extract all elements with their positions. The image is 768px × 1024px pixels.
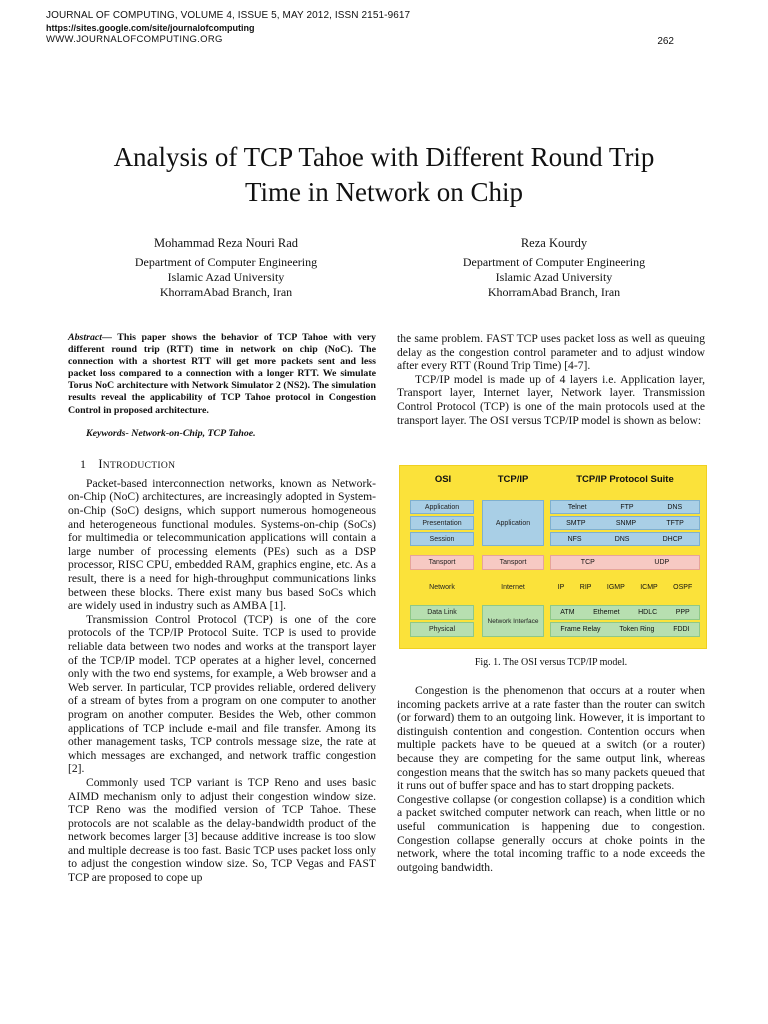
section-heading bbox=[80, 458, 376, 473]
protocol-label: FDDI bbox=[673, 626, 690, 633]
paper-title bbox=[40, 140, 728, 210]
paragraph: Congestive collapse (or congestion collapse) is a condition which a packet switched computer network can reach, when little or no useful communication is happening due to congestion. Congestion collapse generally occurs at choke points in the network, where the total incoming traffic to a node exceeds the outgoing bandwidth. bbox=[397, 792, 705, 874]
title-line-2: Time in Network on Chip bbox=[244, 177, 523, 207]
protocol-label: TFTP bbox=[666, 519, 684, 527]
abstract-text: — This paper shows the behavior of TCP Tahoe with very different round trip (RTT) time in network on chip (NoC). The connection with a shortest RTT will get more packets sent and less packet loss compared to a connection with a longer RTT. We simulate Torus NoC architecture with Network Simulator 2 (NS2). The simulation results reveal the applicability of TCP Tahoe protocol in Congestion Control in proposed architecture. bbox=[68, 332, 376, 416]
protocol-label: FTP bbox=[620, 503, 634, 511]
abstract-label: Abstract bbox=[68, 332, 103, 343]
protocol-label: HDLC bbox=[638, 609, 658, 616]
protocol-label: Frame Relay bbox=[560, 626, 601, 633]
abstract bbox=[68, 332, 376, 417]
osi-layer: Network bbox=[429, 584, 455, 591]
author-block-2 bbox=[424, 236, 684, 300]
protocol-label: ATM bbox=[560, 609, 575, 616]
paragraph: Commonly used TCP variant is TCP Reno and uses basic AIMD mechanism only to adjust their congestion window size. TCP Reno was the modified version of TCP Tahoe. These protocols are not scalable as the delay-bandwidth product of the network becomes larger [3] because additive increase is too slow and multiple decrease is too fast. Basic TCP uses packet loss only to adjust the congestion window size. So, TCP Vegas and FAST TCP are proposed to cope up bbox=[68, 775, 376, 885]
journal-line: JOURNAL OF COMPUTING, VOLUME 4, ISSUE 5, MAY 2012, ISSN 2151-9617 bbox=[46, 10, 411, 21]
author-dept: Department of Computer Engineering bbox=[134, 255, 318, 269]
suite-transport-row bbox=[550, 555, 700, 570]
protocol-label: NFS bbox=[567, 535, 582, 543]
right-column-bottom bbox=[397, 684, 705, 874]
protocol-label: UDP bbox=[654, 559, 670, 566]
keywords: Keywords- Network-on-Chip, TCP Tahoe. bbox=[86, 427, 256, 439]
suite-app-row bbox=[550, 532, 700, 546]
osi-layer: Physical bbox=[410, 622, 474, 637]
paragraph: Transmission Control Protocol (TCP) is one of the core protocols of the TCP/IP Protocol Suite. TCP is used to provide reliable data between two nodes and works at the transport layer of the TCP/IP model. TCP operates at a higher level, concerned only with the two end systems, for example, a Web browser and a Web server. In particular, TCP provides reliable, ordered delivery of a stream of bytes from a program on one computer to another program on another computer. Besides the Web, other common applications of TCP include e-mail and file transfer. Among its other management tasks, TCP controls message size, the rate at which messages are exchanged, and network traffic congestion [2]. bbox=[68, 612, 376, 776]
protocol-label: RIP bbox=[579, 584, 592, 591]
figure-header-osi: OSI bbox=[434, 473, 452, 485]
author-univ: Islamic Azad University bbox=[495, 270, 613, 284]
protocol-label: TCP bbox=[580, 559, 595, 566]
osi-layer: Presentation bbox=[410, 516, 474, 530]
suite-app-row bbox=[550, 516, 700, 530]
tcpip-layer: Application bbox=[482, 500, 544, 546]
suite-app-row bbox=[550, 500, 700, 514]
figure-header-suite: TCP/IP Protocol Suite bbox=[576, 473, 674, 485]
section-title-rest: NTRODUCTION bbox=[102, 460, 176, 472]
osi-layer: Application bbox=[410, 500, 474, 514]
protocol-label: DNS bbox=[614, 535, 630, 543]
osi-tcpip-figure bbox=[399, 465, 707, 649]
protocol-label: Token Ring bbox=[619, 626, 655, 633]
author-block-1 bbox=[96, 236, 356, 300]
author-branch: KhorramAbad Branch, Iran bbox=[487, 285, 621, 299]
protocol-label: Telnet bbox=[567, 503, 587, 511]
journal-url[interactable]: https://sites.google.com/site/journalofcomputing bbox=[46, 23, 255, 33]
osi-layer: Session bbox=[410, 532, 474, 546]
suite-link-row bbox=[550, 622, 700, 637]
protocol-label: DNS bbox=[667, 503, 683, 511]
section-number: 1 bbox=[80, 457, 87, 472]
tcpip-layer: Internet bbox=[501, 584, 525, 591]
figure-caption: Fig. 1. The OSI versus TCP/IP model. bbox=[474, 657, 628, 668]
paragraph: TCP/IP model is made up of 4 layers i.e. Application layer, Transport layer, Internet layer, Network layer. Transmission Control Protocol (TCP) is one of the main protocols used at the transport layer. The OSI versus TCP/IP model is shown as below: bbox=[397, 372, 705, 427]
paragraph: Congestion is the phenomenon that occurs at a router when incoming packets arrive at a rate faster than the router can switch (or forward) them to an outgoing link. However, it is important to distinguish contention and congestion. Contention occurs when multiple packets have to be queued at a switch (or a router) because they are competing for the same output link, whereas congestion means that the switch has so many packets queued that it runs out of buffer space and has to start dropping packets. bbox=[397, 684, 705, 793]
figure-header-tcpip: TCP/IP bbox=[497, 473, 529, 485]
protocol-label: DHCP bbox=[662, 535, 683, 543]
author-name: Reza Kourdy bbox=[520, 236, 588, 250]
protocol-label: IP bbox=[557, 584, 565, 591]
title-line-1: Analysis of TCP Tahoe with Different Round Trip bbox=[113, 142, 655, 172]
protocol-label: SNMP bbox=[615, 519, 637, 527]
author-branch: KhorramAbad Branch, Iran bbox=[159, 285, 293, 299]
suite-link-row bbox=[550, 605, 700, 620]
section-title-initial: I bbox=[98, 457, 103, 472]
journal-website[interactable]: WWW.JOURNALOFCOMPUTING.ORG bbox=[46, 34, 223, 45]
suite-internet-row bbox=[550, 580, 700, 595]
protocol-label: IGMP bbox=[606, 584, 625, 591]
paragraph: the same problem. FAST TCP uses packet loss as well as queuing delay as the congestion control parameter and to adjust window after every RTT (Round Trip Time) [4-7]. bbox=[397, 332, 705, 373]
author-univ: Islamic Azad University bbox=[167, 270, 285, 284]
protocol-label: SMTP bbox=[566, 519, 586, 527]
page-number: 262 bbox=[657, 36, 674, 47]
author-dept: Department of Computer Engineering bbox=[462, 255, 646, 269]
protocol-label: OSPF bbox=[673, 584, 693, 591]
right-column-top bbox=[397, 332, 705, 427]
paragraph: Packet-based interconnection networks, known as Network-on-Chip (NoC) architectures, are increasingly adopted in System-on-Chip (SoC) designs, which support numerous homogeneous and heterogeneous functional modules. Systems-on-chip (SoCs) for multimedia or telecommunication applications will contain a large number of processing elements (PEs) such as a DSP processor, RISC CPU, embedded RAM, graphics engine, etc. As a result, there is a need for high-throughput communications links between these blocks. There exist many bus based SoCs which are widely used in industry such as AMBA [1]. bbox=[68, 476, 377, 613]
osi-layer: Tansport bbox=[410, 555, 474, 570]
author-name: Mohammad Reza Nouri Rad bbox=[153, 236, 299, 250]
osi-layer: Data Link bbox=[410, 605, 474, 620]
left-column bbox=[68, 332, 376, 885]
running-header bbox=[46, 10, 410, 46]
tcpip-layer: Network Interface bbox=[482, 605, 544, 637]
protocol-label: PPP bbox=[675, 609, 690, 616]
tcpip-layer: Tansport bbox=[482, 555, 544, 570]
protocol-label: Ethernet bbox=[593, 609, 620, 616]
protocol-label: ICMP bbox=[640, 584, 658, 591]
